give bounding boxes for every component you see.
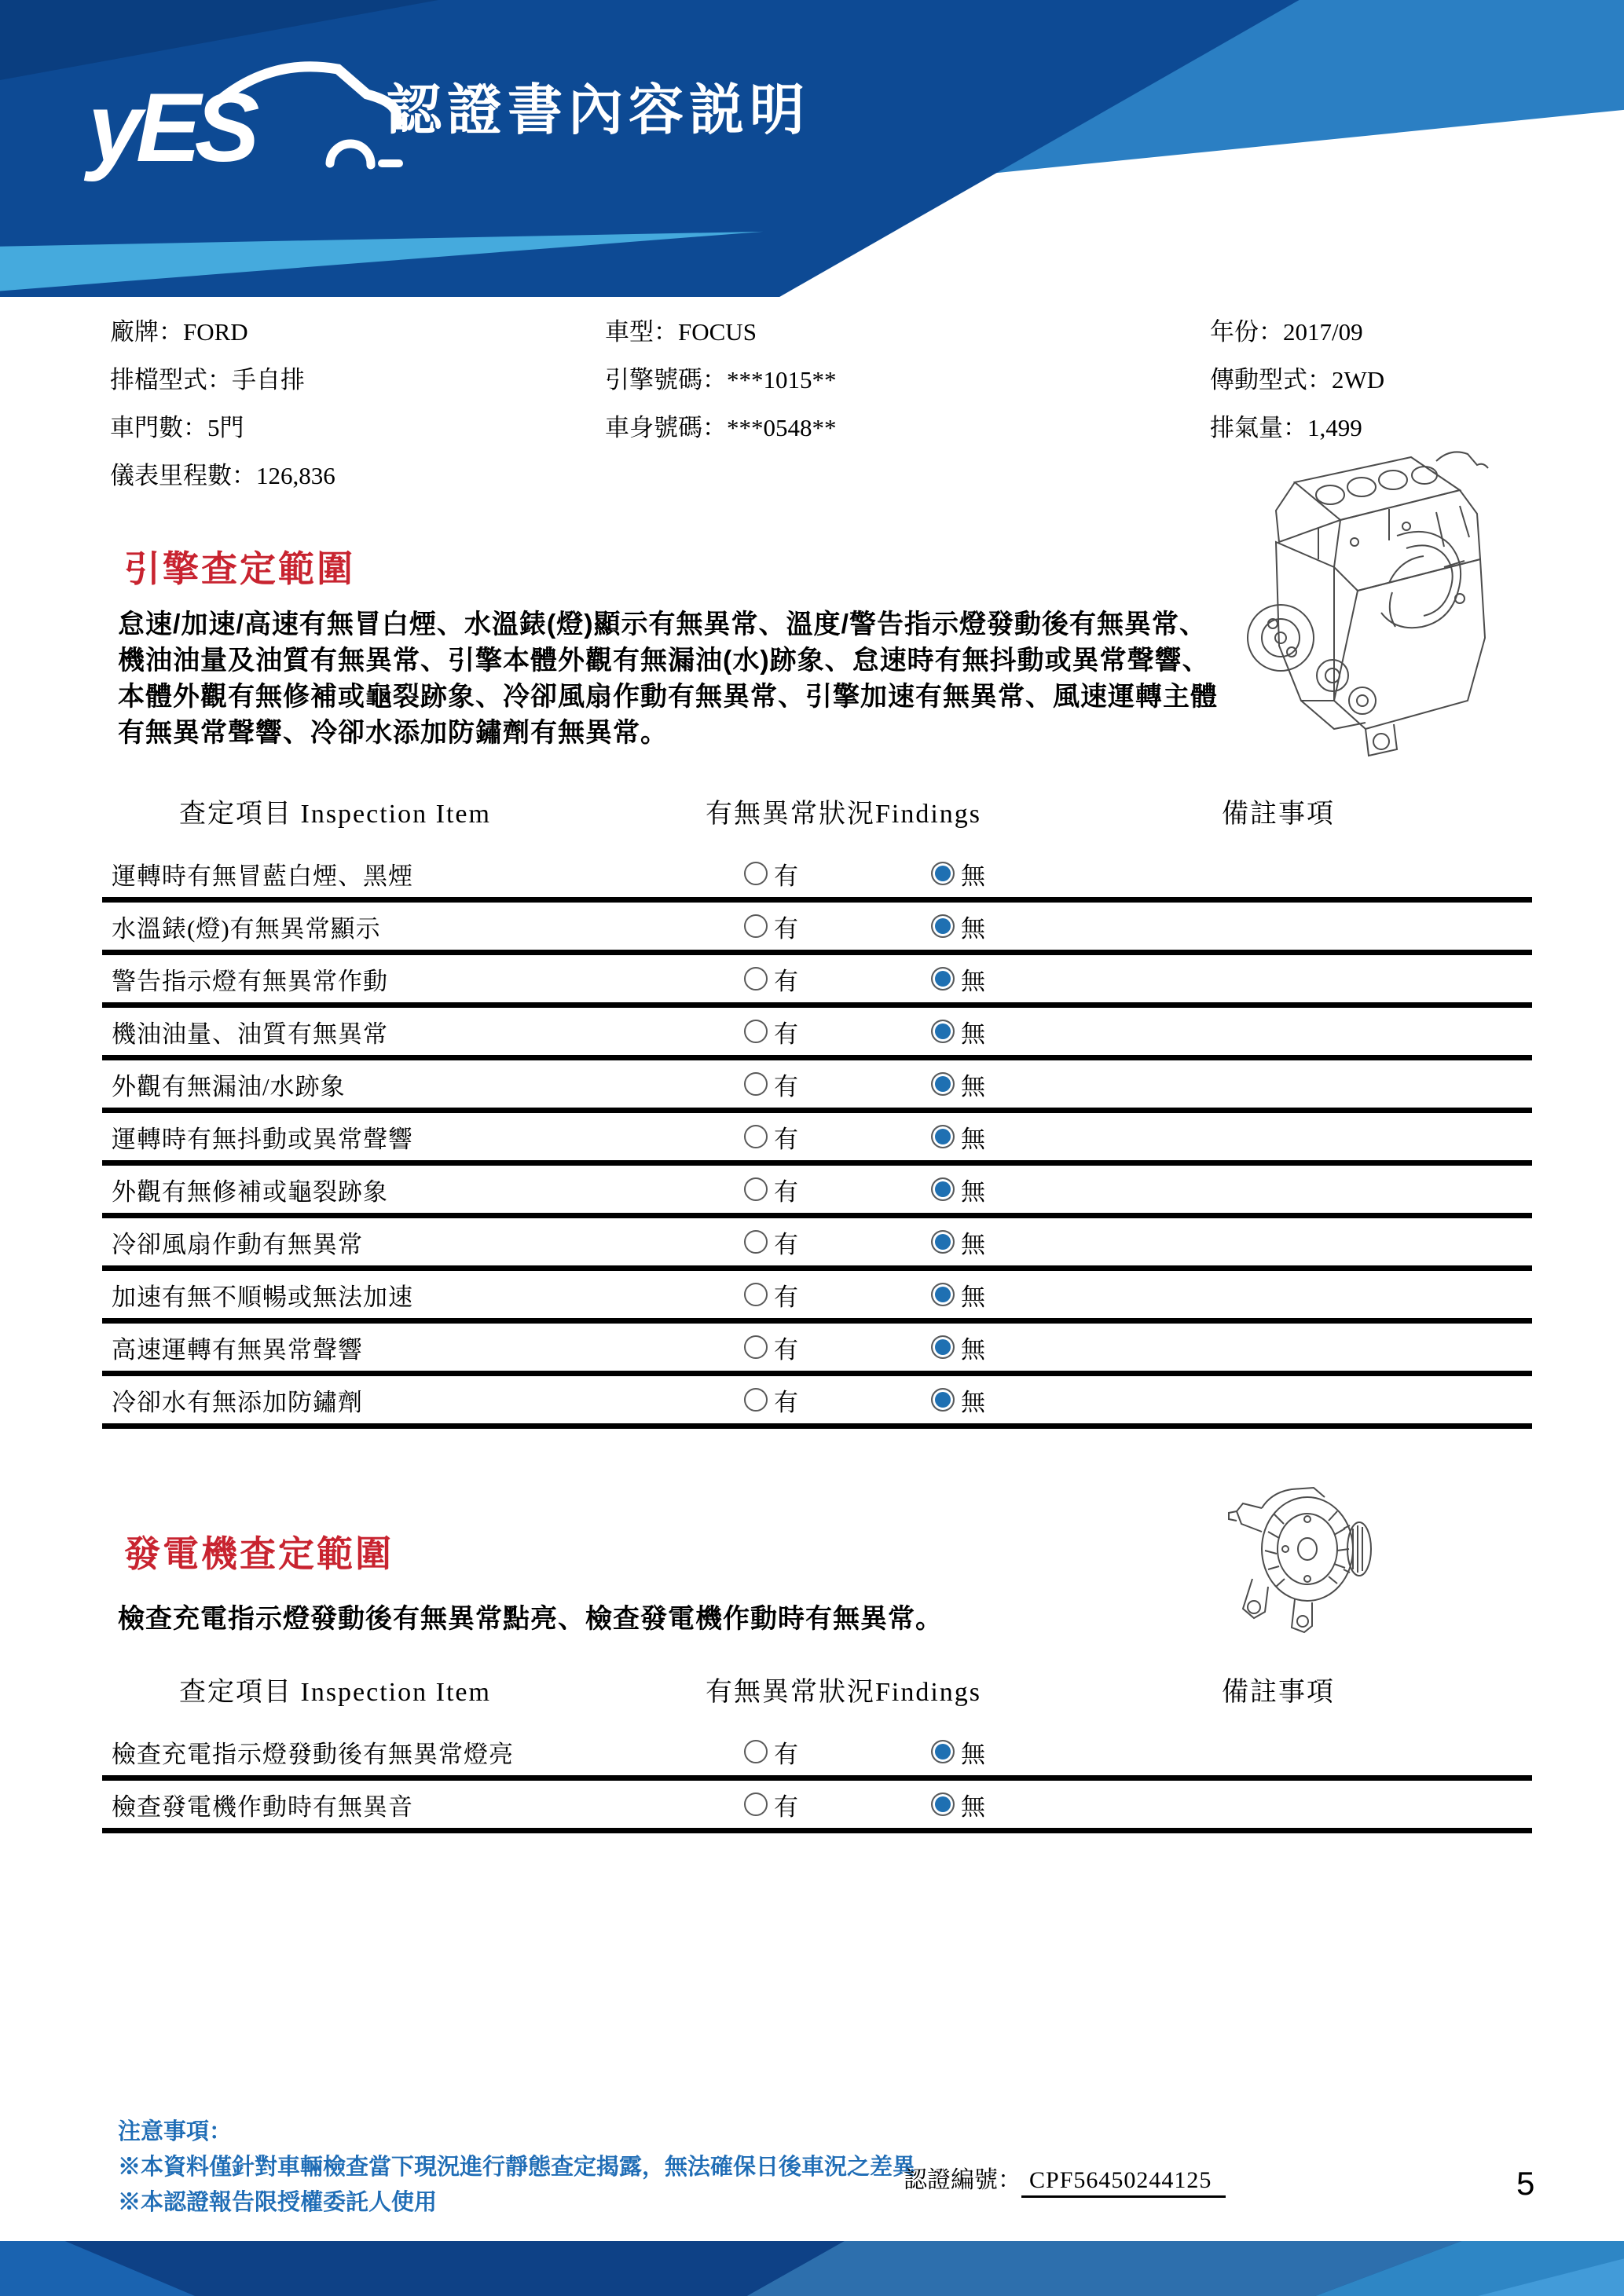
radio-yes-label: 有 [774,1335,799,1364]
finding-option-no[interactable] [931,856,1532,892]
finding-option-no[interactable] [931,1014,1532,1049]
certificate-number-label: 認證編號： [904,2167,1021,2193]
radio-selected-icon[interactable] [931,1335,955,1359]
radio-selected-icon[interactable] [931,1740,955,1763]
radio-selected-icon[interactable] [931,967,955,991]
radio-no-label: 無 [961,1388,986,1416]
col-header-findings: 有無異常狀況Findings [706,1678,982,1707]
finding-option-yes[interactable] [744,909,931,944]
finding-option-yes[interactable] [744,1382,931,1418]
radio-selected-icon[interactable] [931,1072,955,1096]
radio-unselected-icon[interactable] [744,1020,768,1043]
finding-option-no[interactable] [931,1787,1532,1822]
finding-option-yes[interactable] [744,1734,931,1770]
finding-option-no[interactable] [931,1330,1532,1365]
col-header-remarks: 備註事項 [1222,800,1335,829]
field-value: FOCUS [678,318,757,346]
inspection-item-label: 冷卻風扇作動有無異常 [112,1230,363,1258]
info-field [605,356,837,404]
radio-selected-icon[interactable] [931,1125,955,1148]
inspection-item-label: 警告指示燈有無異常作動 [112,967,388,995]
info-field [110,452,335,500]
table-row [102,850,1532,903]
field-label: 排氣量： [1210,414,1307,441]
finding-option-yes[interactable] [744,1787,931,1822]
radio-selected-icon[interactable] [931,914,955,938]
table-row [102,1376,1532,1429]
radio-no-label: 無 [961,1125,986,1153]
table-row [102,955,1532,1008]
generator-section-title: 發電機查定範圍 [124,1533,394,1574]
info-field [110,356,335,404]
finding-option-yes[interactable] [744,1330,931,1365]
radio-unselected-icon[interactable] [744,1335,768,1359]
radio-unselected-icon[interactable] [744,1740,768,1763]
finding-option-yes[interactable] [744,1067,931,1102]
radio-yes-label: 有 [774,1230,799,1258]
radio-yes-label: 有 [774,914,799,943]
table-row [102,1008,1532,1060]
field-label: 車型： [605,318,678,346]
inspection-item-label: 外觀有無漏油/水跡象 [112,1072,346,1100]
inspection-item-label: 加速有無不順暢或無法加速 [112,1283,413,1311]
radio-yes-label: 有 [774,1072,799,1100]
finding-option-no[interactable] [931,1225,1532,1260]
radio-yes-label: 有 [774,862,799,890]
field-value: ***0548** [727,414,837,441]
info-field [110,404,335,452]
info-field [1210,356,1384,404]
finding-option-yes[interactable] [744,1172,931,1207]
radio-selected-icon[interactable] [931,1792,955,1816]
radio-selected-icon[interactable] [931,1388,955,1412]
table-row [102,1728,1532,1781]
inspection-item-label: 高速運轉有無異常聲響 [112,1335,363,1364]
finding-option-no[interactable] [931,1172,1532,1207]
finding-option-no[interactable] [931,1277,1532,1313]
radio-yes-label: 有 [774,1177,799,1206]
engine-section-description: 怠速/加速/高速有無冒白煙、水溫錶(燈)顯示有無異常、溫度/警告指示燈發動後有無異常、機油油量及油質有無異常、引擎本體外觀有無漏油(水)跡象、怠速時有無抖動或異常聲響、本體外觀有無修補或龜裂跡象、冷卻風扇作動有無異常、引擎加速有無異常、風速運轉主體有無異常聲響、冷卻水添加防鏽劑有無異常。 [118,610,1218,748]
alternator-illustration [1219,1477,1392,1642]
field-label: 引擎號碼： [605,366,727,394]
inspection-item-label: 冷卻水有無添加防鏽劑 [112,1388,363,1416]
radio-unselected-icon[interactable] [744,1792,768,1816]
field-value: 2017/09 [1283,318,1363,346]
finding-option-yes[interactable] [744,856,931,892]
finding-option-no[interactable] [931,1382,1532,1418]
finding-option-no[interactable] [931,909,1532,944]
radio-yes-label: 有 [774,1388,799,1416]
field-value: 手自排 [232,366,305,394]
radio-selected-icon[interactable] [931,1177,955,1201]
col-header-item: 查定項目 Inspection Item [179,1678,491,1707]
vehicle-info-col1 [110,308,335,500]
field-value: FORD [183,318,248,346]
field-value: 2WD [1332,366,1385,394]
notice-title: 注意事項： [118,2119,233,2144]
certificate-number [904,2160,1226,2195]
page-header-banner [0,0,1624,297]
notice-line: ※本資料僅針對車輛檢查當下現況進行靜態查定揭露，無法確保日後車況之差異 [118,2155,916,2180]
col-header-remarks: 備註事項 [1222,1678,1335,1707]
radio-no-label: 無 [961,1283,986,1311]
radio-yes-label: 有 [774,1283,799,1311]
radio-no-label: 無 [961,1792,986,1821]
field-value: 1,499 [1307,414,1362,441]
table-row [102,903,1532,955]
table-row [102,1218,1532,1271]
radio-no-label: 無 [961,967,986,995]
table-row [102,1113,1532,1166]
page-number: 5 [1516,2165,1535,2202]
radio-no-label: 無 [961,1230,986,1258]
radio-yes-label: 有 [774,1792,799,1821]
radio-unselected-icon[interactable] [744,967,768,991]
yes-logo-text: yES [88,74,254,182]
col-header-findings: 有無異常狀況Findings [706,800,982,829]
field-label: 車身號碼： [605,414,727,441]
radio-no-label: 無 [961,1335,986,1364]
field-label: 廠牌： [110,318,183,346]
table-row [102,1166,1532,1218]
generator-inspection-table [102,1728,1532,1833]
yes-logo [88,46,418,211]
radio-selected-icon[interactable] [931,1230,955,1254]
finding-option-no[interactable] [931,1734,1532,1770]
finding-option-yes[interactable] [744,1277,931,1313]
field-label: 排檔型式： [110,366,232,394]
radio-unselected-icon[interactable] [744,1125,768,1148]
inspection-item-label: 運轉時有無抖動或異常聲響 [112,1125,413,1153]
radio-unselected-icon[interactable] [744,914,768,938]
radio-selected-icon[interactable] [931,1283,955,1306]
table-row [102,1060,1532,1113]
engine-illustration [1201,441,1515,767]
finding-option-yes[interactable] [744,1119,931,1155]
radio-yes-label: 有 [774,1125,799,1153]
finding-option-no[interactable] [931,1119,1532,1155]
table-row [102,1781,1532,1833]
radio-no-label: 無 [961,1020,986,1048]
radio-selected-icon[interactable] [931,862,955,885]
certificate-number-value: CPF56450244125 [1021,2167,1226,2198]
info-field [605,308,837,356]
field-label: 年份： [1210,318,1283,346]
radio-no-label: 無 [961,914,986,943]
radio-unselected-icon[interactable] [744,1072,768,1096]
finding-option-yes[interactable] [744,961,931,997]
vehicle-info-col2 [605,308,837,452]
finding-option-yes[interactable] [744,1225,931,1260]
inspection-item-label: 外觀有無修補或龜裂跡象 [112,1177,388,1206]
radio-yes-label: 有 [774,1020,799,1048]
radio-unselected-icon[interactable] [744,1230,768,1254]
table-row [102,1324,1532,1376]
info-field [1210,308,1384,356]
inspection-item-label: 檢查充電指示燈發動後有無異常燈亮 [112,1740,514,1768]
inspection-item-label: 機油油量、油質有無異常 [112,1020,388,1048]
inspection-item-label: 檢查發電機作動時有無異音 [112,1792,413,1821]
radio-no-label: 無 [961,1177,986,1206]
inspection-item-label: 水溫錶(燈)有無異常顯示 [112,914,381,943]
field-label: 車門數： [110,414,207,441]
engine-inspection-table [102,850,1532,1429]
radio-yes-label: 有 [774,967,799,995]
finding-option-no[interactable] [931,961,1532,997]
field-label: 儀表里程數： [110,462,256,489]
inspection-item-label: 運轉時有無冒藍白煙、黑煙 [112,862,413,890]
field-value: 126,836 [256,462,335,489]
radio-no-label: 無 [961,1740,986,1768]
radio-unselected-icon[interactable] [744,1177,768,1201]
radio-yes-label: 有 [774,1740,799,1768]
radio-unselected-icon[interactable] [744,1283,768,1306]
radio-no-label: 無 [961,862,986,890]
finding-option-yes[interactable] [744,1014,931,1049]
vehicle-info-col3 [1210,308,1384,452]
page-title: 認證書內容説明 [387,79,810,141]
page-footer-band [0,2241,1624,2296]
radio-unselected-icon[interactable] [744,862,768,885]
engine-section-title: 引擎查定範圍 [124,548,355,589]
info-field [110,308,335,356]
notice-block [118,2115,915,2221]
radio-selected-icon[interactable] [931,1020,955,1043]
notice-line: ※本認證報告限授權委託人使用 [118,2190,438,2215]
field-value: 5門 [207,414,244,441]
finding-option-no[interactable] [931,1067,1532,1102]
table-row [102,1271,1532,1324]
field-value: ***1015** [727,366,837,394]
radio-unselected-icon[interactable] [744,1388,768,1412]
generator-section-description: 檢查充電指示燈發動後有無異常點亮、檢查發電機作動時有無異常。 [118,1604,943,1634]
field-label: 傳動型式： [1210,366,1332,394]
col-header-item: 查定項目 Inspection Item [179,800,491,829]
info-field [605,404,837,452]
radio-no-label: 無 [961,1072,986,1100]
